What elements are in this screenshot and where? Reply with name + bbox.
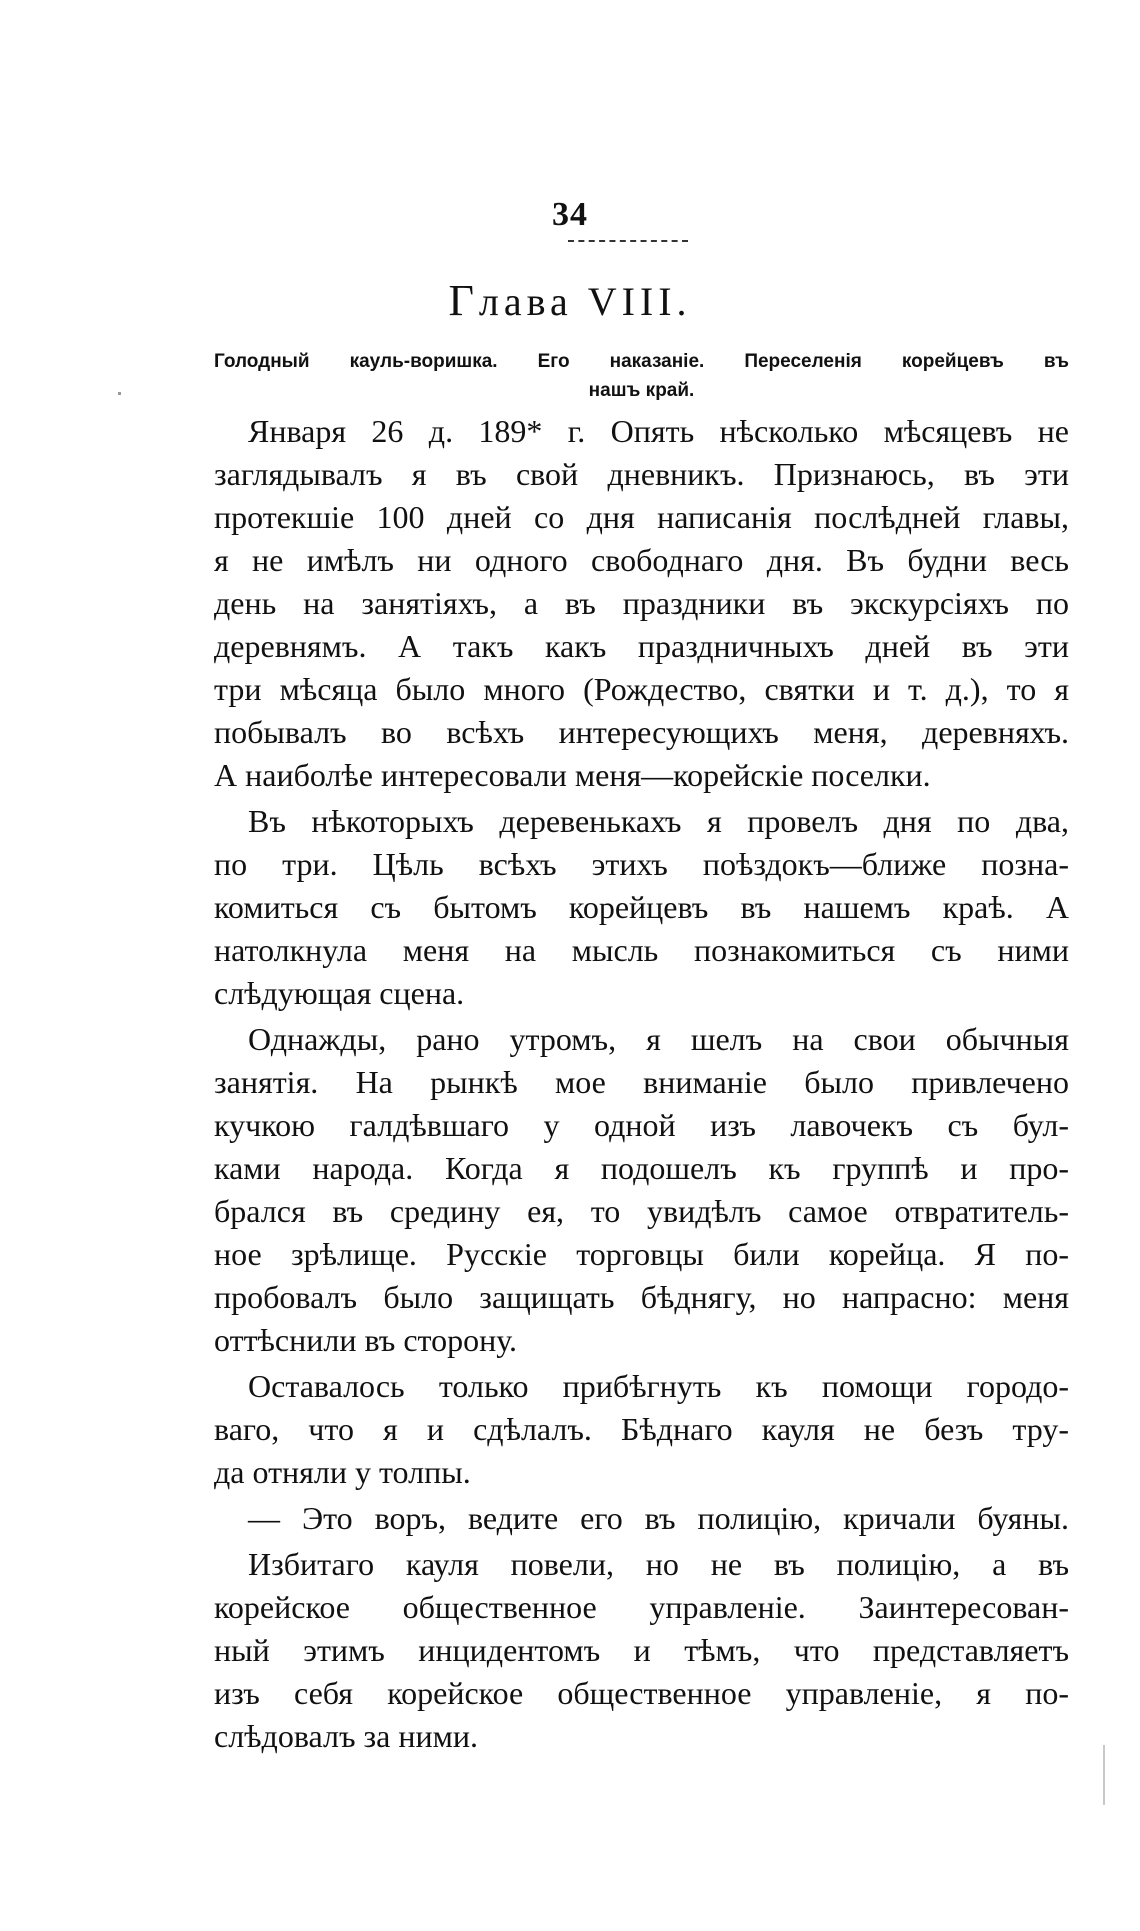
chapter-summary xyxy=(214,347,1069,405)
page-number-rule xyxy=(568,240,688,242)
paragraph xyxy=(214,410,1069,797)
text-line: комиться съ бытомъ корейцевъ въ нашемъ краѣ. А xyxy=(214,889,1069,925)
margin-speck xyxy=(118,392,121,395)
text-line: слѣдующая сцена. xyxy=(214,975,465,1011)
paragraph xyxy=(214,1543,1069,1758)
text-line: день на занятіяхъ, а въ праздники въ экскурсіяхъ по xyxy=(214,585,1069,621)
paragraph xyxy=(214,1018,1069,1362)
text-line: Въ нѣкоторыхъ деревенькахъ я провелъ дня по два, xyxy=(248,803,1069,839)
chapter-title-initial: Г xyxy=(448,276,479,325)
page-number: 34 xyxy=(552,196,588,233)
text-line: Января 26 д. 189* г. Опять нѣсколько мѣсяцевъ не xyxy=(248,413,1069,449)
text-line: кучкою галдѣвшаго у одной изъ лавочекъ съ бул- xyxy=(214,1107,1069,1143)
scan-margin-mark xyxy=(1103,1745,1105,1805)
text-line: пробовалъ было защищать бѣднягу, но напрасно: меня xyxy=(214,1279,1069,1315)
text-line: протекшіе 100 дней со дня написанія послѣдней главы, xyxy=(214,499,1069,535)
body-text xyxy=(214,410,1069,1761)
text-line: — Это воръ, ведите его въ полицію, кричали буяны. xyxy=(248,1500,1069,1536)
text-line: заглядывалъ я въ свой дневникъ. Признаюсь, въ эти xyxy=(214,456,1069,492)
paragraph xyxy=(214,800,1069,1015)
text-line: побывалъ во всѣхъ интересующихъ меня, деревняхъ. xyxy=(214,714,1069,750)
text-line: занятія. На рынкѣ мое вниманіе было привлечено xyxy=(214,1064,1069,1100)
text-line: Избитаго кауля повели, но не въ полицію, а въ xyxy=(248,1546,1069,1582)
text-line: корейское общественное управленіе. Заинтересован- xyxy=(214,1589,1069,1625)
text-line: оттѣснили въ сторону. xyxy=(214,1322,518,1358)
text-line: я не имѣлъ ни одного свободнаго дня. Въ будни весь xyxy=(214,542,1069,578)
text-line: слѣдовалъ за ними. xyxy=(214,1718,478,1754)
text-line: изъ себя корейское общественное управленіе, я по- xyxy=(214,1675,1069,1711)
summary-line: Голодный кауль-воришка. Его наказаніе. Переселенія корейцевъ въ xyxy=(214,351,1069,372)
chapter-title xyxy=(0,275,1140,326)
text-line: натолкнула меня на мысль познакомиться съ ними xyxy=(214,932,1069,968)
text-line: брался въ средину ея, то увидѣлъ самое отвратитель- xyxy=(214,1193,1069,1229)
chapter-title-rest: лава VIII. xyxy=(478,279,692,324)
paragraph xyxy=(214,1365,1069,1494)
text-line: три мѣсяца было много (Рождество, святки и т. д.), то я xyxy=(214,671,1069,707)
paragraph xyxy=(214,1497,1069,1540)
text-line: ное зрѣлище. Русскіе торговцы били корейца. Я по- xyxy=(214,1236,1069,1272)
text-line: ваго, что я и сдѣлалъ. Бѣднаго кауля не безъ тру- xyxy=(214,1411,1069,1447)
text-line: Оставалось только прибѣгнуть къ помощи городо- xyxy=(248,1368,1069,1404)
text-line: А наиболѣе интересовали меня—корейскіе поселки. xyxy=(214,757,931,793)
text-line: ный этимъ инцидентомъ и тѣмъ, что представляетъ xyxy=(214,1632,1069,1668)
text-line: ками народа. Когда я подошелъ къ группѣ и про- xyxy=(214,1150,1069,1186)
text-line: деревнямъ. А такъ какъ праздничныхъ дней въ эти xyxy=(214,628,1069,664)
text-line: Однажды, рано утромъ, я шелъ на свои обычныя xyxy=(248,1021,1069,1057)
summary-line: нашъ край. xyxy=(588,380,695,401)
text-line: да отняли у толпы. xyxy=(214,1454,471,1490)
text-line: по три. Цѣль всѣхъ этихъ поѣздокъ—ближе позна- xyxy=(214,846,1069,882)
